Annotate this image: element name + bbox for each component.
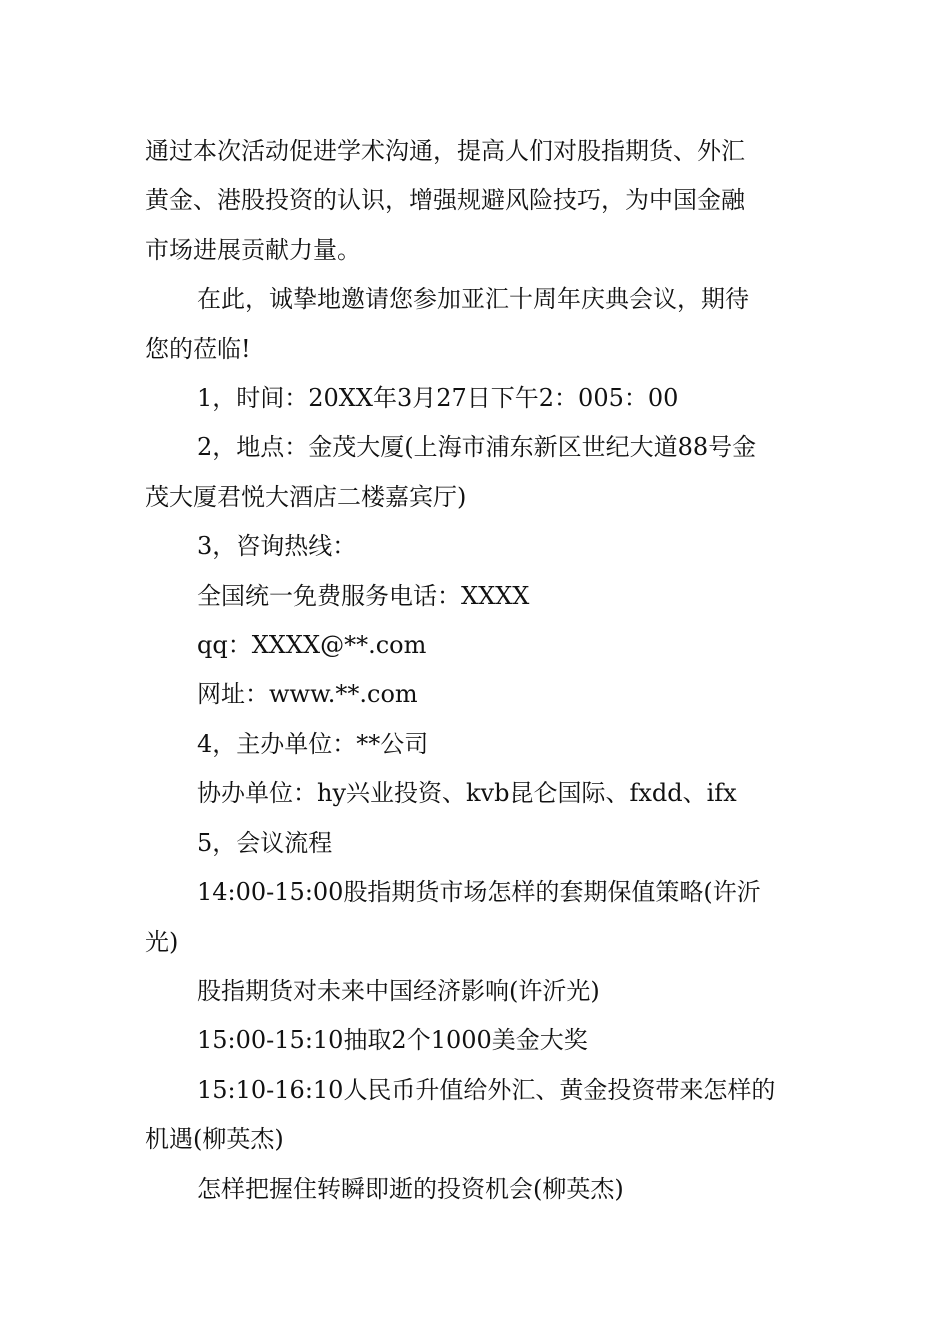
text-line: 怎样把握住转瞬即逝的投资机会(柳英杰): [197, 1174, 624, 1203]
text-line: 5，会议流程: [197, 828, 333, 857]
text-line: qq：XXXX@**.com: [197, 631, 427, 660]
document-body: [145, 127, 810, 1214]
paragraph-time: [145, 374, 810, 423]
text-line: 4，主办单位：**公司: [197, 729, 429, 758]
text-line: 2，地点：金茂大厦(上海市浦东新区世纪大道88号金: [197, 433, 757, 462]
paragraph-invitation: [145, 275, 810, 374]
text-line: 15:00-15:10抽取2个1000美金大奖: [197, 1026, 588, 1055]
text-line: 15:10-16:10人民币升值给外汇、黄金投资带来怎样的: [197, 1075, 776, 1104]
text-line: 黄金、港股投资的认识，增强规避风险技巧，为中国金融: [145, 186, 745, 215]
text-line: 网址：www.**.com: [197, 680, 418, 709]
text-line: 在此，诚挚地邀请您参加亚汇十周年庆典会议，期待: [197, 285, 749, 314]
paragraph-agenda-item-1: [145, 868, 810, 967]
text-line: 机遇(柳英杰): [145, 1125, 284, 1154]
text-line: 14:00-15:00股指期货市场怎样的套期保值策略(许沂: [197, 878, 761, 907]
paragraph-agenda-item-5: [145, 1165, 810, 1214]
paragraph-agenda-item-4: [145, 1066, 810, 1165]
text-line: 1，时间：20XX年3月27日下午2：005：00: [197, 384, 679, 413]
paragraph-location: [145, 423, 810, 522]
paragraph-agenda-item-2: [145, 967, 810, 1016]
paragraph-phone: [145, 572, 810, 621]
text-line: 全国统一免费服务电话：XXXX: [197, 581, 530, 610]
paragraph-agenda-heading: [145, 819, 810, 868]
paragraph-intro: [145, 127, 810, 275]
text-line: 协办单位：hy兴业投资、kvb昆仑国际、fxdd、ifx: [197, 779, 737, 808]
paragraph-co-organizer: [145, 769, 810, 818]
paragraph-agenda-item-3: [145, 1016, 810, 1065]
text-line: 光): [145, 927, 179, 956]
paragraph-organizer: [145, 720, 810, 769]
text-line: 通过本次活动促进学术沟通，提高人们对股指期货、外汇: [145, 137, 745, 165]
paragraph-hotline-heading: [145, 522, 810, 571]
text-line: 茂大厦君悦大酒店二楼嘉宾厅): [145, 482, 467, 511]
text-line: 市场进展贡献力量。: [145, 235, 361, 264]
text-line: 股指期货对未来中国经济影响(许沂光): [197, 976, 600, 1005]
paragraph-qq: [145, 621, 810, 670]
text-line: 3，咨询热线：: [197, 532, 357, 561]
text-line: 您的莅临!: [145, 334, 251, 363]
paragraph-website: [145, 670, 810, 719]
